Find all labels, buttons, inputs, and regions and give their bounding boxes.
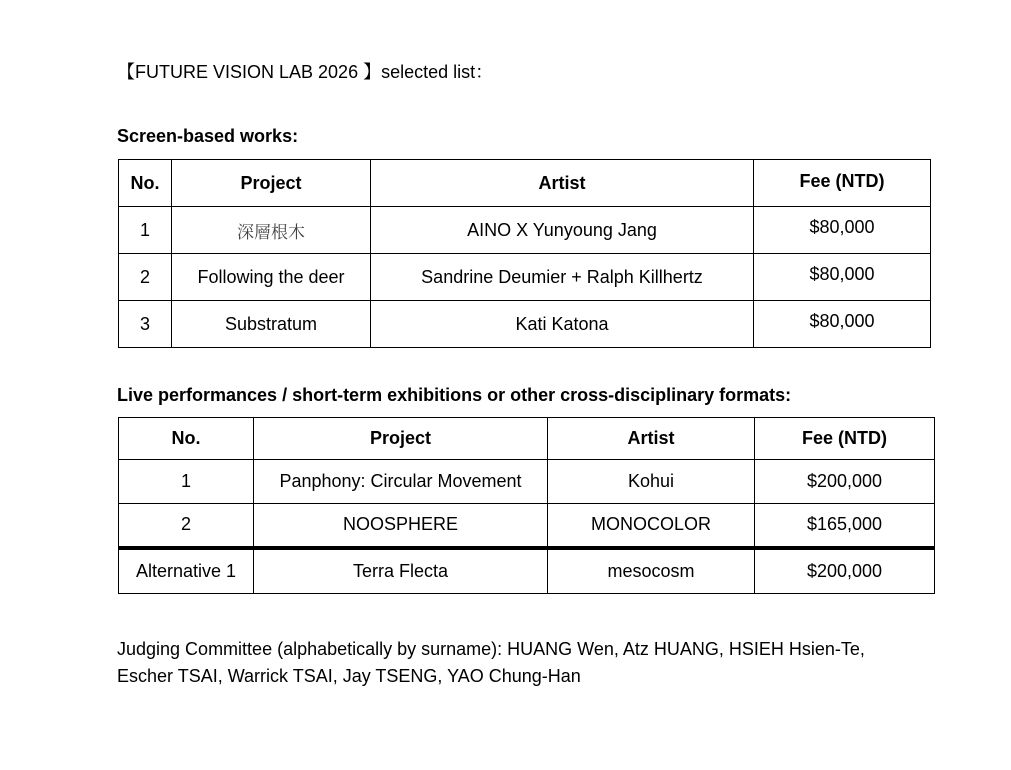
column-header-fee: Fee (NTD) (754, 160, 931, 207)
table-row (119, 301, 931, 348)
cell-artist: AINO X Yunyoung Jang (371, 207, 754, 254)
cell-fee: $200,000 (755, 460, 935, 504)
live-section-heading: Live performances / short-term exhibitions or other cross-disciplinary formats: (117, 385, 792, 405)
column-header-no: No. (119, 418, 254, 460)
column-header-fee: Fee (NTD) (755, 418, 935, 460)
cell-no: 1 (119, 207, 172, 254)
cell-artist: Kohui (548, 460, 755, 504)
cell-fee: $165,000 (755, 504, 935, 548)
cell-project: Terra Flecta (254, 548, 548, 594)
cell-project: 深層根木 (172, 207, 371, 254)
page-title: 【FUTURE VISION LAB 2026 】selected list： (117, 62, 494, 82)
cell-fee: $80,000 (754, 301, 931, 348)
live-works-table (118, 417, 935, 594)
table-header-row (119, 160, 931, 207)
column-header-project: Project (172, 160, 371, 207)
cell-artist: mesocosm (548, 548, 755, 594)
cell-project: Substratum (172, 301, 371, 348)
cell-project: Panphony: Circular Movement (254, 460, 548, 504)
cell-no: 2 (119, 504, 254, 548)
table-row (119, 460, 935, 504)
cell-fee: $200,000 (755, 548, 935, 594)
column-header-artist: Artist (371, 160, 754, 207)
cell-artist: Sandrine Deumier + Ralph Killhertz (371, 254, 754, 301)
column-header-no: No. (119, 160, 172, 207)
cell-fee: $80,000 (754, 207, 931, 254)
table-row-alternative (119, 548, 935, 594)
column-header-artist: Artist (548, 418, 755, 460)
cell-no: 3 (119, 301, 172, 348)
cell-no: 2 (119, 254, 172, 301)
table-row (119, 207, 931, 254)
cell-fee: $80,000 (754, 254, 931, 301)
table-header-row (119, 418, 935, 460)
judging-committee-text: Judging Committee (alphabetically by surname): HUANG Wen, Atz HUANG, HSIEH Hsien-Te, Escher TSAI, Warrick TSAI, Jay TSENG, YAO Chung-Han (117, 639, 865, 686)
cell-no: 1 (119, 460, 254, 504)
screen-section-heading: Screen-based works: (117, 126, 299, 146)
cell-artist: MONOCOLOR (548, 504, 755, 548)
screen-works-table (118, 159, 931, 348)
cell-no: Alternative 1 (119, 548, 254, 594)
cell-project: Following the deer (172, 254, 371, 301)
column-header-project: Project (254, 418, 548, 460)
table-row (119, 504, 935, 548)
cell-artist: Kati Katona (371, 301, 754, 348)
table-row (119, 254, 931, 301)
cell-project: NOOSPHERE (254, 504, 548, 548)
